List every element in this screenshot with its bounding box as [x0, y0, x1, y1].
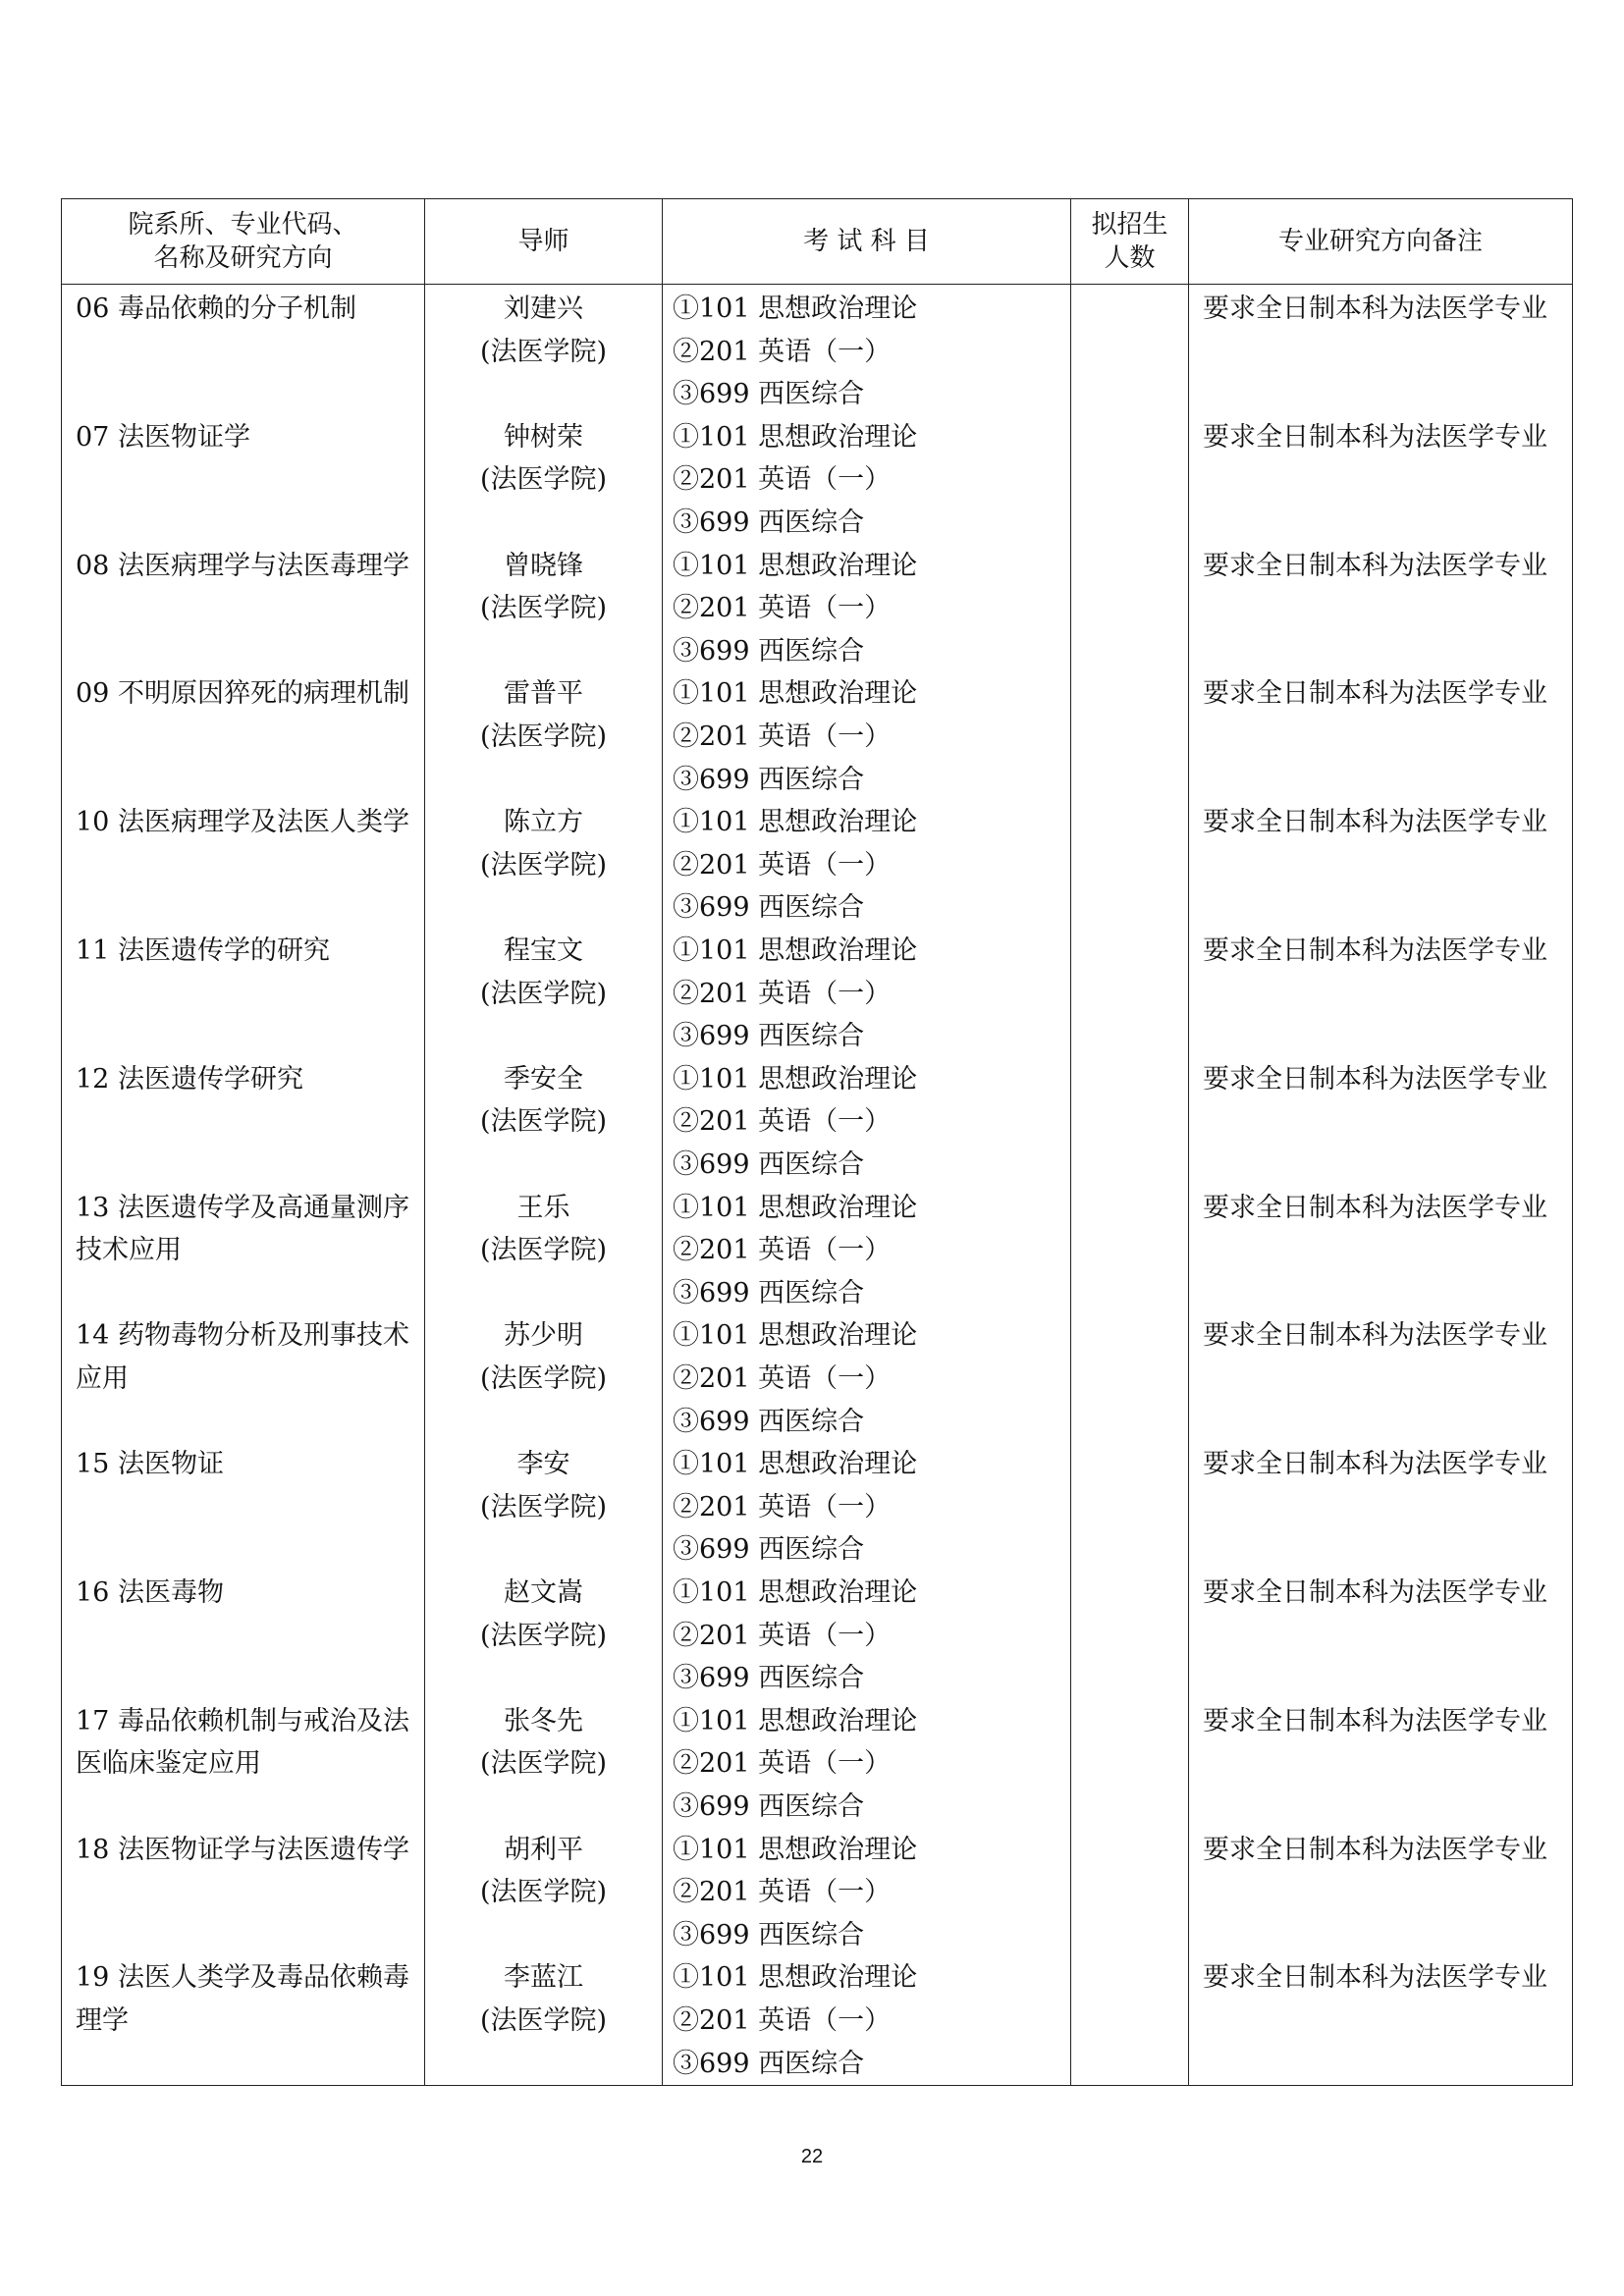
exam-subject: ②201 英语（一）: [673, 1620, 892, 1651]
advisor-name: 王乐: [516, 1192, 570, 1223]
advisor-department: (法医学院): [479, 849, 608, 881]
program-note: 要求全日制本科为法医学专业: [1203, 1320, 1547, 1352]
quota-entry: [1085, 930, 1174, 1058]
advisor-name: 曾晓锋: [504, 550, 583, 581]
exam-subject: ①101 思想政治理论: [673, 807, 918, 838]
exam-entry: [673, 1187, 1056, 1315]
advisor-entry: [439, 930, 648, 1058]
quota-entry: [1085, 1314, 1174, 1443]
exam-subject: ③699 西医综合: [673, 764, 865, 795]
header-advisor: 导师: [425, 199, 663, 285]
advisor-name: 胡利平: [504, 1834, 583, 1865]
advisor-entry: [439, 1956, 648, 2085]
program-entry: [76, 1058, 412, 1187]
advisor-entry: [439, 1058, 648, 1187]
exam-subject: ①101 思想政治理论: [673, 421, 918, 453]
advisor-entry: [439, 545, 648, 673]
note-column: [1189, 285, 1573, 2086]
note-entry: [1203, 1572, 1558, 1700]
exam-subject: ③699 西医综合: [673, 2048, 865, 2079]
program-entry: [76, 416, 412, 545]
program-note: 要求全日制本科为法医学专业: [1203, 294, 1547, 324]
advisor-department: (法医学院): [479, 1620, 608, 1651]
exam-subject: ③699 西医综合: [673, 635, 865, 667]
exam-entry: [673, 1956, 1056, 2085]
exam-subject: ②201 英语（一）: [673, 849, 892, 881]
exam-subject: ①101 思想政治理论: [673, 1449, 918, 1480]
program-note: 要求全日制本科为法医学专业: [1203, 1705, 1547, 1736]
header-exam: 考 试 科 目: [663, 199, 1071, 285]
advisor-entry: [439, 416, 648, 545]
table-body-row: [62, 285, 1573, 2086]
header-note: 专业研究方向备注: [1189, 199, 1573, 285]
advisor-entry: [439, 801, 648, 930]
advisor-entry: [439, 1572, 648, 1700]
exam-subject: ③699 西医综合: [673, 1021, 865, 1052]
exam-subject: ③699 西医综合: [673, 507, 865, 538]
advisor-entry: [439, 672, 648, 801]
exam-subject: ①101 思想政治理论: [673, 678, 918, 710]
exam-entry: [673, 1443, 1056, 1572]
program-entry: [76, 801, 412, 930]
quota-column: [1071, 285, 1189, 2086]
note-entry: [1203, 1700, 1558, 1829]
enrollment-table: [61, 198, 1573, 2086]
advisor-department: (法医学院): [479, 1235, 608, 1266]
program-name: 15 法医物证: [76, 1449, 224, 1480]
program-name: 07 法医物证学: [76, 421, 250, 453]
note-entry: [1203, 1443, 1558, 1572]
exam-subject: ②201 英语（一）: [673, 593, 892, 624]
exam-subject: ①101 思想政治理论: [673, 550, 918, 581]
note-entry: [1203, 801, 1558, 930]
exam-subject: ①101 思想政治理论: [673, 1705, 918, 1736]
quota-entry: [1085, 1956, 1174, 2085]
quota-entry: [1085, 416, 1174, 545]
program-name: 08 法医病理学与法医毒理学: [76, 550, 409, 581]
advisor-department: (法医学院): [479, 1877, 608, 1908]
exam-subject: ②201 英语（一）: [673, 2004, 892, 2036]
exam-subject: ②201 英语（一）: [673, 1235, 892, 1266]
note-entry: [1203, 1829, 1558, 1957]
exam-subject: ②201 英语（一）: [673, 1362, 892, 1394]
program-entry: [76, 1829, 412, 1957]
program-entry: [76, 545, 412, 673]
program-note: 要求全日制本科为法医学专业: [1203, 934, 1547, 966]
advisor-department: (法医学院): [479, 978, 608, 1009]
exam-subject: ①101 思想政治理论: [673, 934, 918, 966]
program-entry: [76, 1956, 412, 2085]
table-header-row: [62, 199, 1573, 285]
advisor-department: (法医学院): [479, 593, 608, 624]
exam-entry: [673, 288, 1056, 416]
advisor-name: 程宝文: [504, 934, 583, 966]
program-note: 要求全日制本科为法医学专业: [1203, 1962, 1547, 1994]
quota-entry: [1085, 1187, 1174, 1315]
exam-entry: [673, 1700, 1056, 1829]
exam-subject: ②201 英语（一）: [673, 1106, 892, 1138]
exam-entry: [673, 1572, 1056, 1700]
page-number: 22: [800, 2146, 824, 2167]
exam-entry: [673, 1058, 1056, 1187]
exam-subject: ③699 西医综合: [673, 1148, 865, 1180]
exam-entry: [673, 930, 1056, 1058]
program-name: 11 法医遗传学的研究: [76, 934, 330, 966]
quota-entry: [1085, 545, 1174, 673]
note-entry: [1203, 1314, 1558, 1443]
program-note: 要求全日制本科为法医学专业: [1203, 1063, 1547, 1095]
advisor-department: (法医学院): [479, 1748, 608, 1780]
program-note: 要求全日制本科为法医学专业: [1203, 421, 1547, 453]
exam-subject: ①101 思想政治理论: [673, 1834, 918, 1865]
program-note: 要求全日制本科为法医学专业: [1203, 1834, 1547, 1865]
note-entry: [1203, 1058, 1558, 1187]
advisor-entry: [439, 1829, 648, 1957]
program-note: 要求全日制本科为法医学专业: [1203, 1576, 1547, 1608]
advisor-name: 李安: [516, 1449, 570, 1480]
advisor-name: 张冬先: [504, 1705, 583, 1736]
exam-subject: ③699 西医综合: [673, 379, 865, 410]
exam-entry: [673, 416, 1056, 545]
quota-entry: [1085, 672, 1174, 801]
advisor-department: (法医学院): [479, 1362, 608, 1394]
program-entry: [76, 930, 412, 1058]
advisor-entry: [439, 1187, 648, 1315]
exam-subject: ②201 英语（一）: [673, 978, 892, 1009]
exam-entry: [673, 545, 1056, 673]
exam-entry: [673, 1314, 1056, 1443]
quota-entry: [1085, 1829, 1174, 1957]
quota-entry: [1085, 288, 1174, 416]
name-column: [62, 285, 425, 2086]
program-name: 17 毒品依赖机制与戒治及法医临床鉴定应用: [76, 1705, 409, 1780]
header-name: 院系所、专业代码、 名称及研究方向: [62, 199, 425, 285]
exam-subject: ③699 西医综合: [673, 1663, 865, 1694]
program-name: 10 法医病理学及法医人类学: [76, 807, 409, 838]
advisor-department: (法医学院): [479, 1106, 608, 1138]
note-entry: [1203, 1187, 1558, 1315]
exam-subject: ①101 思想政治理论: [673, 1192, 918, 1223]
advisor-department: (法医学院): [479, 1491, 608, 1522]
exam-subject: ①101 思想政治理论: [673, 294, 918, 324]
program-entry: [76, 288, 412, 416]
advisor-name: 李蓝江: [504, 1962, 583, 1994]
exam-subject: ①101 思想政治理论: [673, 1962, 918, 1994]
note-entry: [1203, 416, 1558, 545]
exam-subject: ①101 思想政治理论: [673, 1320, 918, 1352]
program-name: 16 法医毒物: [76, 1576, 224, 1608]
exam-entry: [673, 672, 1056, 801]
advisor-department: (法医学院): [479, 2004, 608, 2036]
note-entry: [1203, 930, 1558, 1058]
exam-entry: [673, 801, 1056, 930]
program-entry: [76, 1572, 412, 1700]
quota-entry: [1085, 1572, 1174, 1700]
advisor-name: 季安全: [504, 1063, 583, 1095]
program-entry: [76, 1700, 412, 1829]
advisor-name: 苏少明: [504, 1320, 583, 1352]
advisor-name: 刘建兴: [504, 294, 583, 324]
program-entry: [76, 1443, 412, 1572]
program-entry: [76, 672, 412, 801]
program-note: 要求全日制本科为法医学专业: [1203, 1192, 1547, 1223]
advisor-column: [425, 285, 663, 2086]
program-note: 要求全日制本科为法医学专业: [1203, 1449, 1547, 1480]
advisor-department: (法医学院): [479, 721, 608, 752]
exam-subject: ③699 西医综合: [673, 892, 865, 924]
advisor-name: 雷普平: [504, 678, 583, 710]
quota-entry: [1085, 1058, 1174, 1187]
note-entry: [1203, 545, 1558, 673]
advisor-name: 陈立方: [504, 807, 583, 838]
exam-subject: ③699 西医综合: [673, 1534, 865, 1566]
exam-subject: ③699 西医综合: [673, 1406, 865, 1437]
advisor-name: 钟树荣: [504, 421, 583, 453]
program-entry: [76, 1187, 412, 1315]
exam-subject: ③699 西医综合: [673, 1790, 865, 1822]
advisor-name: 赵文嵩: [504, 1576, 583, 1608]
note-entry: [1203, 288, 1558, 416]
note-entry: [1203, 1956, 1558, 2085]
exam-subject: ②201 英语（一）: [673, 464, 892, 496]
exam-subject: ①101 思想政治理论: [673, 1063, 918, 1095]
quota-entry: [1085, 1700, 1174, 1829]
exam-subject: ③699 西医综合: [673, 1277, 865, 1308]
exam-subject: ②201 英语（一）: [673, 1748, 892, 1780]
advisor-entry: [439, 288, 648, 416]
program-name: 14 药物毒物分析及刑事技术应用: [76, 1320, 409, 1394]
advisor-department: (法医学院): [479, 464, 608, 496]
program-name: 19 法医人类学及毒品依赖毒理学: [76, 1962, 409, 2036]
quota-entry: [1085, 1443, 1174, 1572]
exam-entry: [673, 1829, 1056, 1957]
program-name: 06 毒品依赖的分子机制: [76, 294, 356, 324]
exam-subject: ②201 英语（一）: [673, 721, 892, 752]
exam-subject: ②201 英语（一）: [673, 1877, 892, 1908]
exam-subject: ③699 西医综合: [673, 1919, 865, 1950]
program-entry: [76, 1314, 412, 1443]
program-name: 18 法医物证学与法医遗传学: [76, 1834, 409, 1865]
quota-entry: [1085, 801, 1174, 930]
header-quota: 拟招生 人数: [1071, 199, 1189, 285]
program-name: 09 不明原因猝死的病理机制: [76, 678, 409, 710]
program-name: 13 法医遗传学及高通量测序技术应用: [76, 1192, 409, 1266]
program-note: 要求全日制本科为法医学专业: [1203, 678, 1547, 710]
advisor-entry: [439, 1314, 648, 1443]
program-note: 要求全日制本科为法医学专业: [1203, 550, 1547, 581]
exam-column: [663, 285, 1071, 2086]
program-name: 12 法医遗传学研究: [76, 1063, 303, 1095]
note-entry: [1203, 672, 1558, 801]
exam-subject: ①101 思想政治理论: [673, 1576, 918, 1608]
advisor-department: (法医学院): [479, 336, 608, 367]
advisor-entry: [439, 1443, 648, 1572]
exam-subject: ②201 英语（一）: [673, 1491, 892, 1522]
program-note: 要求全日制本科为法医学专业: [1203, 807, 1547, 838]
exam-subject: ②201 英语（一）: [673, 336, 892, 367]
advisor-entry: [439, 1700, 648, 1829]
